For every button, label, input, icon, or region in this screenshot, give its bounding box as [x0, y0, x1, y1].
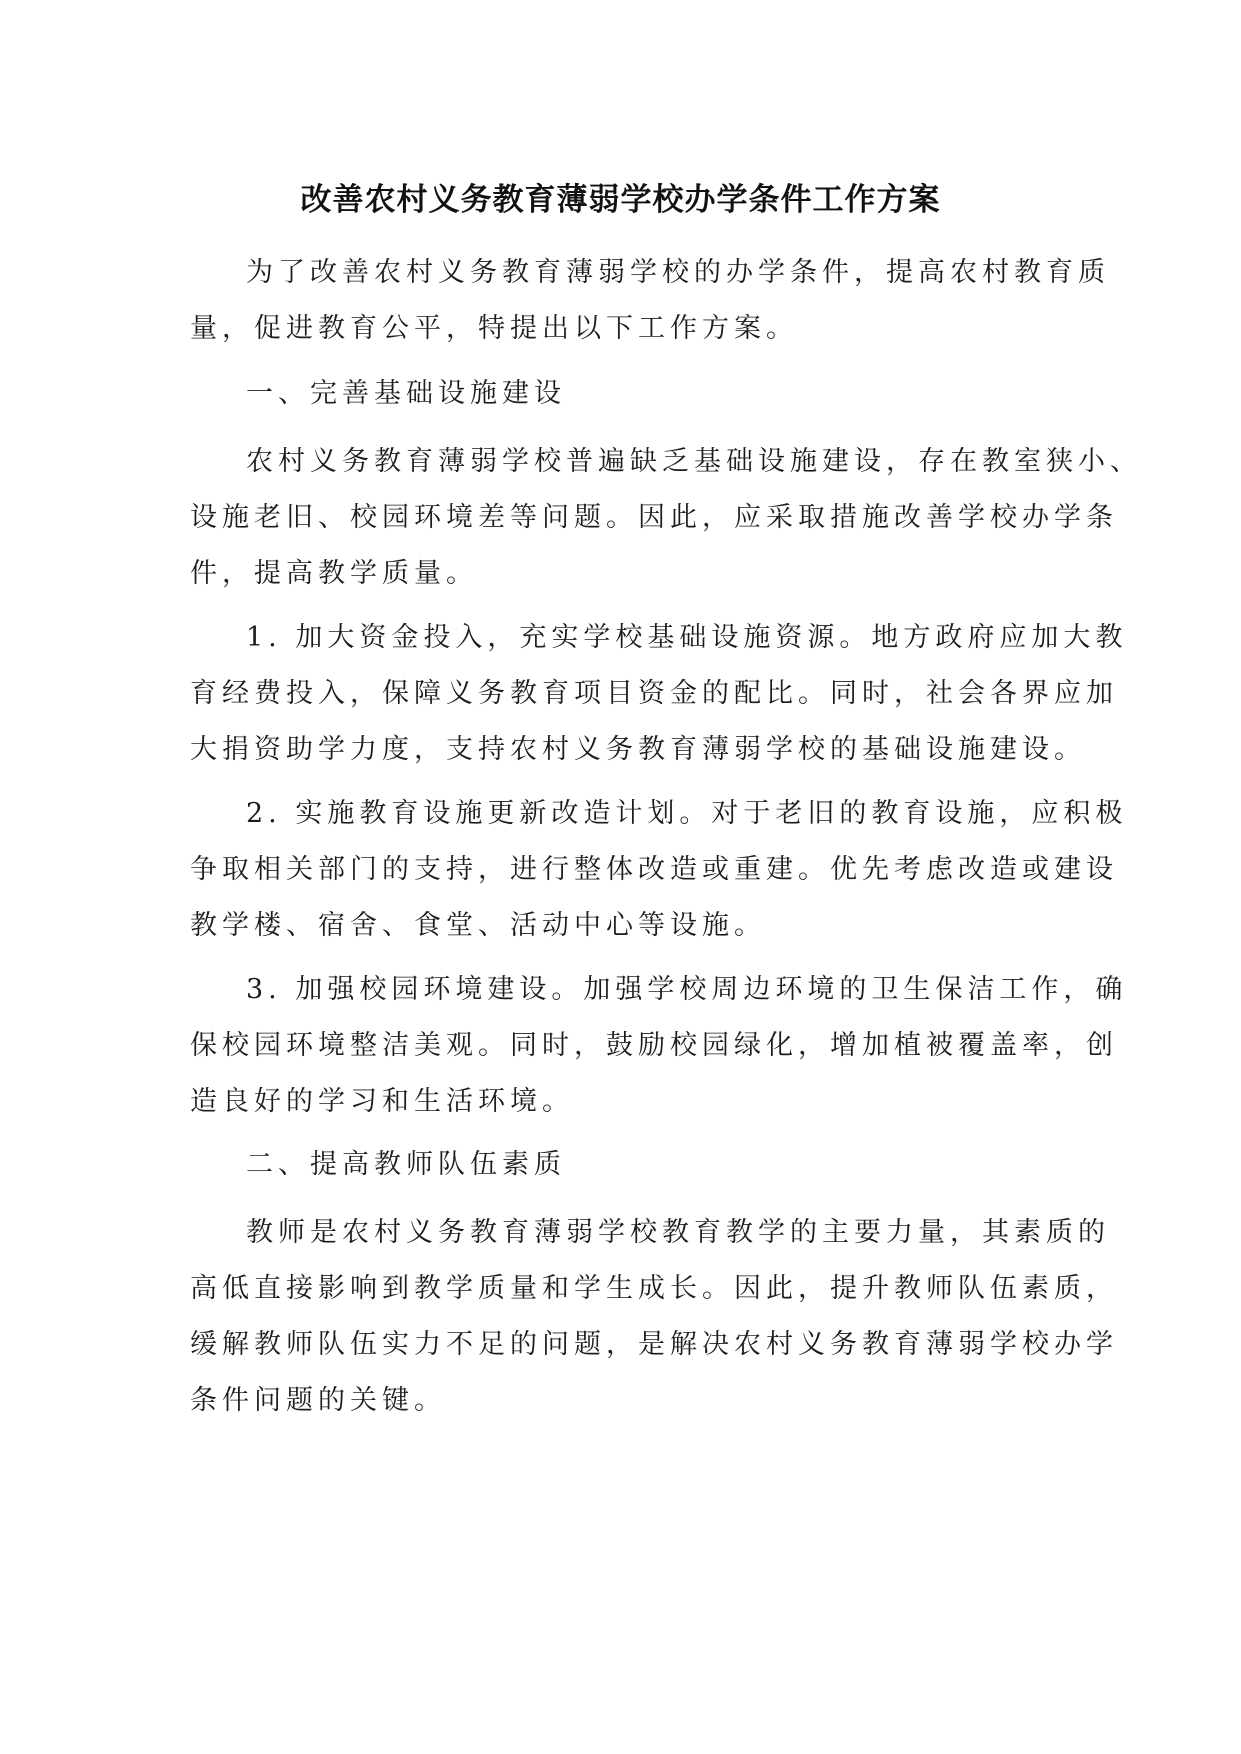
paragraph-line: 争取相关部门的支持，进行整体改造或重建。优先考虑改造或建设	[190, 854, 1118, 885]
paragraph-line: 2. 实施教育设施更新改造计划。对于老旧的教育设施，应积极	[246, 798, 1128, 829]
paragraph-line: 量，促进教育公平，特提出以下工作方案。	[190, 313, 798, 344]
paragraph-line: 为了改善农村义务教育薄弱学校的办学条件，提高农村教育质	[246, 257, 1110, 288]
paragraph-line: 设施老旧、校园环境差等问题。因此，应采取措施改善学校办学条	[190, 502, 1118, 533]
section-heading-2	[190, 1137, 1070, 1193]
paragraph-line: 件，提高教学质量。	[190, 558, 478, 589]
section-heading-1	[190, 366, 1070, 422]
paragraph-line: 农村义务教育薄弱学校普遍缺乏基础设施建设，存在教室狭小、	[246, 446, 1142, 477]
paragraph-line: 1. 加大资金投入，充实学校基础设施资源。地方政府应加大教	[246, 622, 1128, 653]
document-title: 改善农村义务教育薄弱学校办学条件工作方案	[300, 182, 941, 218]
section-heading-text: 二、提高教师队伍素质	[246, 1149, 566, 1180]
paragraph-line: 教学楼、宿舍、食堂、活动中心等设施。	[190, 910, 766, 941]
paragraph-line: 保校园环境整洁美观。同时，鼓励校园绿化，增加植被覆盖率，创	[190, 1030, 1118, 1061]
paragraph-line: 育经费投入，保障义务教育项目资金的配比。同时，社会各界应加	[190, 678, 1118, 709]
numbered-item-1	[190, 610, 1128, 778]
section-2-intro-paragraph	[190, 1205, 1118, 1429]
section-1-intro-paragraph	[190, 434, 1142, 602]
numbered-item-3	[190, 962, 1128, 1130]
paragraph-line: 缓解教师队伍实力不足的问题，是解决农村义务教育薄弱学校办学	[190, 1329, 1118, 1360]
paragraph-line: 造良好的学习和生活环境。	[190, 1086, 574, 1117]
paragraph-line: 条件问题的关键。	[190, 1385, 446, 1416]
numbered-item-2	[190, 786, 1128, 954]
intro-paragraph	[190, 245, 1110, 357]
paragraph-line: 教师是农村义务教育薄弱学校教育教学的主要力量，其素质的	[246, 1217, 1110, 1248]
section-heading-text: 一、完善基础设施建设	[246, 378, 566, 409]
paragraph-line: 高低直接影响到教学质量和学生成长。因此，提升教师队伍素质，	[190, 1273, 1118, 1304]
paragraph-line: 大捐资助学力度，支持农村义务教育薄弱学校的基础设施建设。	[190, 734, 1086, 765]
paragraph-line: 3. 加强校园环境建设。加强学校周边环境的卫生保洁工作，确	[246, 974, 1128, 1005]
